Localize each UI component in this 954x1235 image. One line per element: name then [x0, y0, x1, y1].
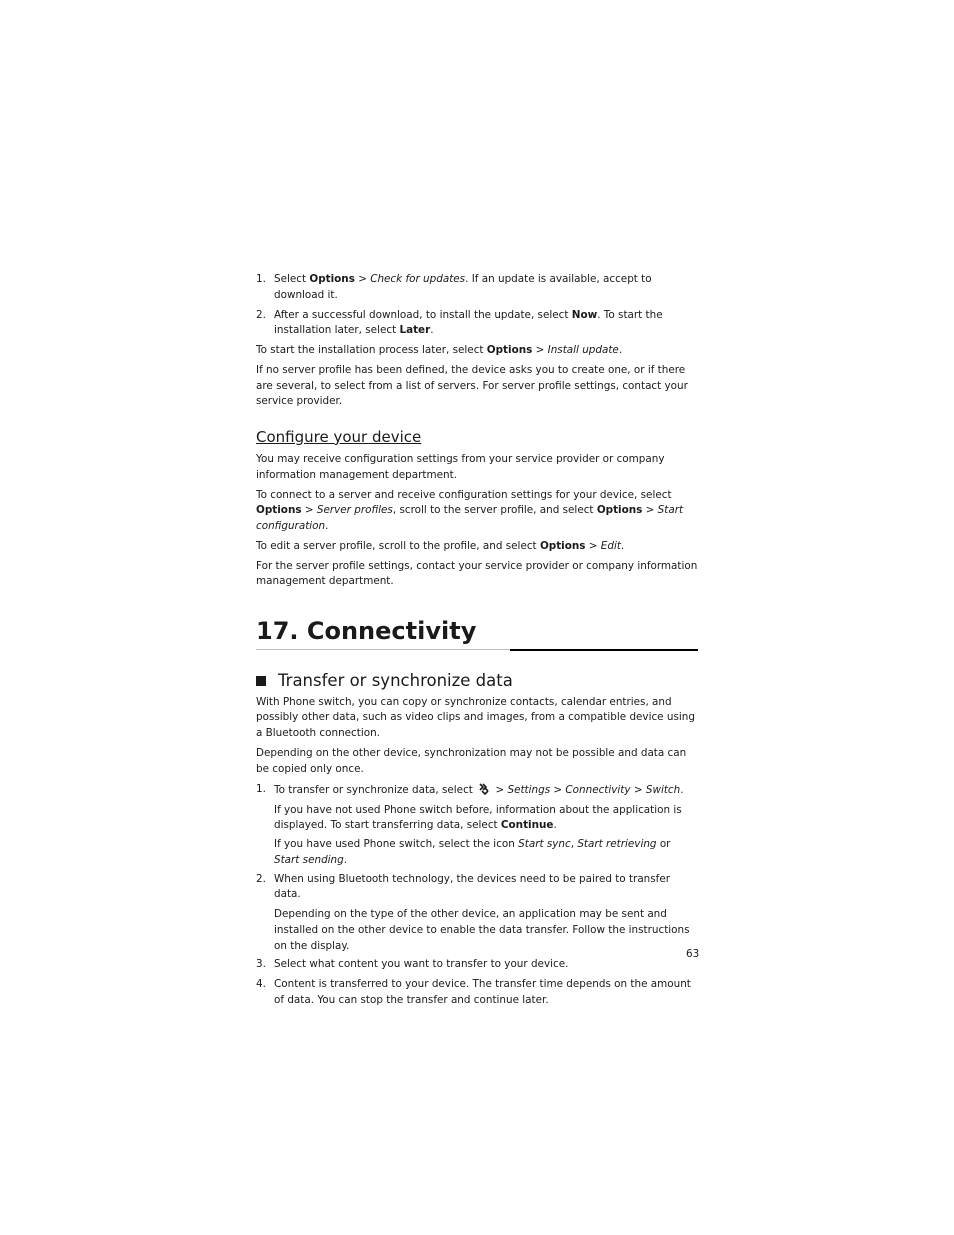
text-run: Connectivity [565, 783, 631, 796]
text-run: , scroll to the server profile, and select [392, 504, 597, 517]
text-run: . If an update is available, accept to download it. [274, 273, 652, 301]
paragraph [256, 452, 698, 483]
list-text [274, 978, 691, 1006]
text-run: > [532, 344, 548, 357]
list-number: 4. [256, 978, 266, 991]
list-number: 3. [256, 958, 266, 971]
text-run: Options [596, 504, 643, 517]
text-run: > [492, 783, 508, 796]
text-run: Start sync [518, 838, 571, 851]
top-list [256, 272, 698, 339]
text-run: After a successful download, to install the update, select [274, 308, 572, 321]
text-run: > [550, 783, 566, 796]
section-heading-configure: Configure your device [256, 427, 422, 446]
text-run: To start the installation process later, select [256, 344, 487, 357]
text-run: > [301, 504, 317, 517]
text-run: . [430, 324, 434, 337]
list-text [274, 958, 568, 970]
text-run: Later [399, 324, 431, 337]
list-number: 1. [256, 273, 266, 285]
paragraph [256, 559, 698, 590]
text-run: > [354, 273, 371, 285]
text-run: Select [274, 273, 310, 285]
text-run: . [553, 819, 557, 832]
text-run: Check for updates [370, 273, 466, 285]
chapter-rule [256, 649, 698, 651]
list-number: 2. [256, 872, 266, 885]
list-text [274, 784, 684, 796]
text-run: Depending on the type of the other device, an application may be sent and installed on the other device to enable the data transfer. Follow the instructions on the display. [274, 908, 690, 952]
text-run: For the server profile settings, contact your service provider or company information management department. [256, 559, 698, 588]
list-item [256, 308, 698, 339]
text-run: Start retrieving [577, 838, 657, 851]
square-bullet-icon [256, 676, 266, 686]
text-run: You may receive configuration settings from your service provider or company information management department. [256, 452, 665, 481]
text-run: If you have not used Phone switch before, information about the application is displayed. To start transferring data, select [274, 803, 682, 832]
text-run: Start configuration [256, 504, 684, 532]
list-text [274, 309, 663, 337]
list-item [256, 957, 698, 973]
text-run: > [585, 539, 601, 552]
text-run: Now [571, 308, 598, 321]
section-heading-transfer [256, 671, 698, 691]
text-run: . [325, 519, 329, 532]
text-run: If no server profile has been defined, the device asks you to create one, or if there are several, to select from a list of servers. For server profile settings, contact your service provider. [256, 364, 688, 408]
paragraph [256, 343, 698, 359]
text-run: Continue [500, 819, 554, 832]
text-run: Settings [507, 783, 551, 796]
paragraph [256, 488, 698, 535]
paragraph [256, 363, 698, 410]
text-run: To connect to a server and receive configuration settings for your device, select [256, 488, 672, 501]
text-run: . To start the installation later, select [274, 308, 663, 337]
list-text [274, 273, 652, 301]
list-item [256, 782, 698, 799]
text-run: Server profiles [316, 504, 393, 517]
page-content [256, 272, 698, 1013]
text-run: Options [539, 539, 586, 552]
text-run: , [570, 838, 578, 851]
text-run: To transfer or synchronize data, select [274, 783, 477, 796]
text-run: Install update [547, 344, 619, 357]
list-number: 2. [256, 308, 266, 321]
text-run: If you have used Phone switch, select the icon [274, 838, 519, 851]
list-text [274, 873, 670, 901]
page-number: 63 [686, 948, 700, 960]
list-item [256, 872, 698, 903]
text-run: Options [309, 273, 355, 285]
list-number: 1. [256, 782, 266, 795]
text-run: Depending on the other device, synchronization may not be possible and data can be copied only once. [256, 747, 687, 775]
text-run: Options [486, 344, 533, 357]
text-run: . [343, 853, 348, 866]
list-subparagraph [256, 837, 698, 868]
rule-thick [510, 649, 698, 651]
text-run: To edit a server profile, scroll to the profile, and select [256, 539, 540, 552]
text-run: When using Bluetooth technology, the devices need to be paired to transfer data. [274, 872, 671, 901]
chapter-title: 17. Connectivity [256, 616, 477, 645]
text-run: or [656, 838, 671, 851]
text-run: Select what content you want to transfer to your device. [274, 958, 569, 971]
text-run: Content is transferred to your device. The transfer time depends on the amount of data. You can stop the transfer and continue later. [274, 978, 691, 1007]
chapter-header [256, 616, 698, 651]
text-run: With Phone switch, you can copy or synchronize contacts, calendar entries, and possibly other data, such as video clips and images, from a compatible device using a Bluetooth connection. [256, 695, 695, 740]
section-title: Transfer or synchronize data [278, 670, 513, 690]
text-run: Start sending [274, 853, 344, 866]
text-run: Edit [600, 539, 621, 552]
text-run: > [630, 783, 646, 796]
paragraph [256, 746, 698, 777]
paragraph [256, 695, 698, 742]
list-item [256, 977, 698, 1008]
text-run: > [642, 504, 658, 517]
list-subparagraph [256, 907, 698, 954]
text-run: Switch [645, 783, 681, 796]
list-subparagraph [256, 803, 698, 834]
text-run: . [680, 783, 684, 796]
menu-icon [478, 782, 490, 796]
text-run: . [620, 539, 625, 552]
text-run: Options [256, 504, 302, 517]
text-run: . [618, 344, 623, 357]
paragraph [256, 539, 698, 555]
steps-list [256, 782, 698, 1009]
list-item [256, 272, 698, 303]
